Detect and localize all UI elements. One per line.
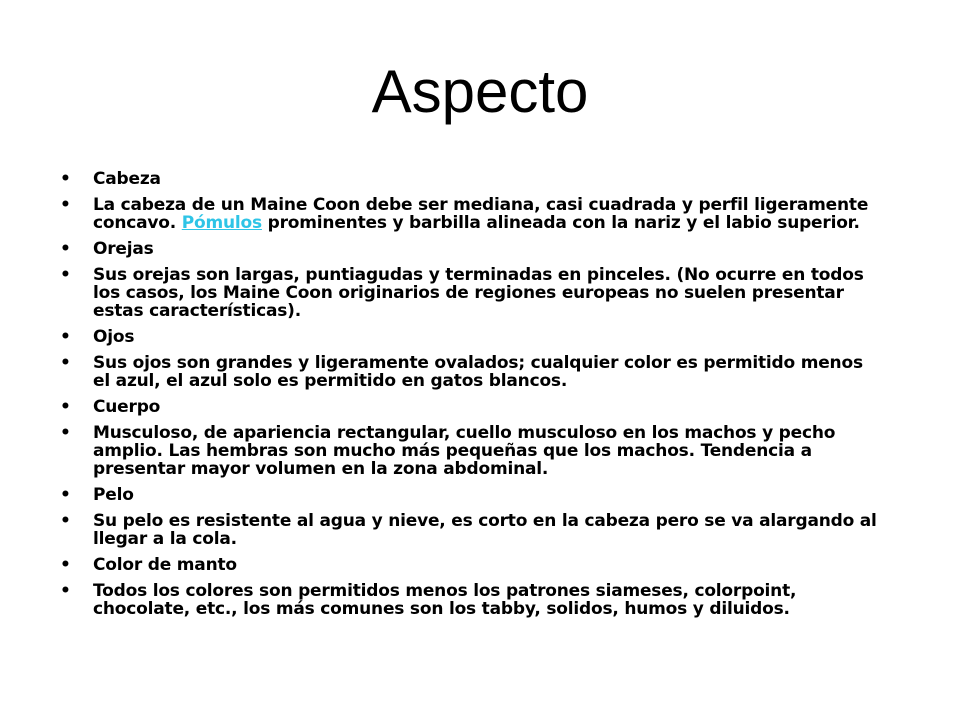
bullet-icon: •: [60, 485, 71, 505]
bullet-text: Su pelo es resistente al agua y nieve, es corto en la cabeza pero se va alargando al llegar a la cola.: [93, 511, 877, 549]
bullet-text: Cabeza: [93, 169, 161, 189]
bullet-item-cabeza: [60, 170, 880, 188]
bullet-text: Pelo: [93, 485, 134, 505]
bullet-icon: •: [60, 353, 71, 373]
bullet-icon: •: [60, 327, 71, 347]
bullet-icon: •: [60, 265, 71, 285]
bullet-icon: •: [60, 511, 71, 531]
bullet-item-orejas: [60, 240, 880, 258]
bullet-icon: •: [60, 195, 71, 215]
bullet-icon: •: [60, 239, 71, 259]
bullet-item-color-manto-desc: [60, 582, 880, 618]
bullet-text: Ojos: [93, 327, 135, 347]
bullet-item-ojos: [60, 328, 880, 346]
slide-title: Aspecto: [371, 58, 589, 125]
bullet-text: Cuerpo: [93, 397, 161, 417]
bullet-item-orejas-desc: [60, 266, 880, 320]
bullet-item-color-manto: [60, 556, 880, 574]
bullet-item-cuerpo: [60, 398, 880, 416]
bullet-item-ojos-desc: [60, 354, 880, 390]
bullet-icon: •: [60, 397, 71, 417]
bullet-icon: •: [60, 555, 71, 575]
bullet-item-cuerpo-desc: [60, 424, 880, 478]
bullet-item-pelo-desc: [60, 512, 880, 548]
bullet-text: Sus orejas son largas, puntiagudas y terminadas en pinceles. (No ocurre en todos los casos, los Maine Coon originarios de regiones europeas no suelen presentar estas características).: [93, 265, 864, 321]
bullet-text: Sus ojos son grandes y ligeramente ovalados; cualquier color es permitido menos el azul, el azul solo es permitido en gatos blancos.: [93, 353, 863, 391]
bullet-list: [60, 170, 880, 626]
bullet-text: Musculoso, de apariencia rectangular, cuello musculoso en los machos y pecho amplio. Las hembras son mucho más pequeñas que los machos. Tendencia a presentar mayor volumen en la zona abdominal.: [93, 423, 836, 479]
text-segment: prominentes y barbilla alineada con la nariz y el labio superior.: [261, 213, 860, 233]
text-segment: La cabeza de un Maine Coon debe ser mediana, casi cuadrada y perfil ligeramente concavo.: [93, 195, 869, 233]
bullet-text: Orejas: [93, 239, 154, 259]
bullet-icon: •: [60, 169, 71, 189]
bullet-icon: •: [60, 423, 71, 443]
bullet-text: [93, 195, 868, 233]
bullet-item-cabeza-desc: [60, 196, 880, 232]
bullet-item-pelo: [60, 486, 880, 504]
pomulos-link[interactable]: Pómulos: [181, 213, 262, 233]
bullet-icon: •: [60, 581, 71, 601]
bullet-text: Color de manto: [93, 555, 237, 575]
bullet-text: Todos los colores son permitidos menos los patrones siameses, colorpoint, chocolate, etc., los más comunes son los tabby, solidos, humos y diluidos.: [93, 581, 797, 619]
